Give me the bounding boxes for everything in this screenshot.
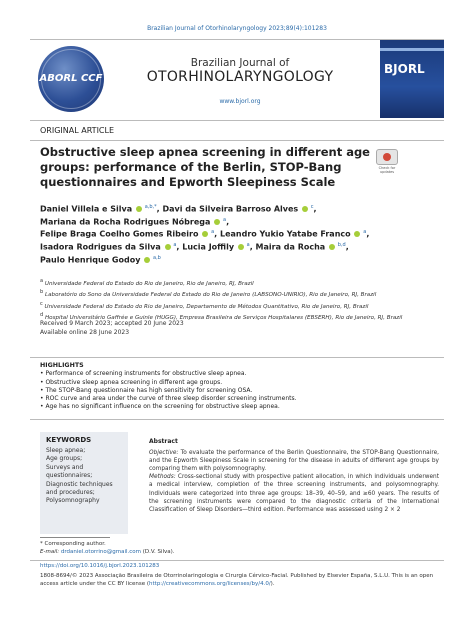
- journal-cover-image: [380, 40, 444, 118]
- keywords-list: [46, 447, 113, 506]
- orcid-icon[interactable]: [302, 206, 308, 212]
- author-affiliation-ref[interactable]: a: [173, 241, 177, 248]
- author-affiliation-ref[interactable]: a: [222, 216, 227, 223]
- affiliation-item: [40, 277, 450, 288]
- author-affiliation-ref[interactable]: c: [310, 204, 314, 210]
- journal-name-line2: OTORHINOLARYNGOLOGY: [146, 69, 334, 85]
- affiliation-text: Universidade Federal do Estado do Rio de Janeiro, Departamento de Métodos Quantitativo, Rio de Janeiro, RJ, Brazil: [44, 303, 369, 310]
- doi-link[interactable]: https://doi.org/10.1016/j.bjorl.2023.101283: [40, 563, 160, 569]
- orcid-icon[interactable]: [144, 257, 150, 263]
- society-logo: [38, 46, 104, 112]
- keyword-item: Polysomnography: [46, 497, 100, 505]
- orcid-icon[interactable]: [136, 206, 142, 212]
- abstract-section: [149, 438, 439, 514]
- highlight-text: Obstructive sleep apnea screening in different age groups.: [45, 378, 223, 386]
- author-affiliation-ref[interactable]: b,d: [337, 241, 346, 248]
- affiliation-marker: b: [40, 289, 44, 296]
- divider: [30, 357, 444, 358]
- journal-url-link[interactable]: www.bjorl.org: [219, 98, 261, 105]
- keyword-item: Diagnostic techniques: [46, 480, 113, 488]
- author-name[interactable]: Maira da Rocha: [255, 242, 326, 252]
- orcid-icon[interactable]: [165, 244, 171, 250]
- divider: [30, 419, 444, 420]
- author-name[interactable]: Daniel Villela e Silva: [40, 204, 133, 214]
- affiliation-marker: c: [40, 300, 43, 307]
- keyword-item: Age groups;: [46, 455, 83, 463]
- cover-band: [380, 48, 444, 51]
- highlight-text: Performance of screening instruments for obstructive sleep apnea.: [45, 370, 247, 378]
- highlights-list: [40, 370, 440, 411]
- author-name[interactable]: Lucia Joffily: [182, 242, 235, 252]
- highlights-header: HIGHLIGHTS: [40, 362, 84, 369]
- orcid-icon[interactable]: [202, 231, 208, 237]
- author-list: Daniel Villela e Silva $^{a,b,*}$, Davi da Silveira Barroso Alves $^c$, Mariana da Rocha Rodrigues Nóbrega $^a$, Felipe Braga Coelho Gomes Ribeiro $^a$, Leandro Yukio Yatabe Franco $^a$, Isadora Rodrigues da Silva $^a$, Lucia Joffily $^a$, Maira da Rocha $^{b,d}$, Paulo Henrique Godoy $^{a,b}$: [40, 204, 370, 265]
- author-affiliation-ref[interactable]: a: [211, 229, 215, 236]
- highlight-text: Age has no significant influence on the screening for obstructive sleep apnea.: [45, 403, 280, 411]
- keyword-item: Surveys and: [46, 463, 84, 471]
- corresponding-email-line: [40, 548, 175, 556]
- journal-citation[interactable]: Brazilian Journal of Otorhinolaryngology 2023;89(4):101283: [147, 25, 327, 32]
- license-statement: [40, 572, 440, 588]
- objective-label: Objective:: [149, 450, 179, 457]
- author-affiliation-ref[interactable]: a,b: [153, 254, 161, 261]
- author-affiliation-ref[interactable]: a: [363, 229, 367, 236]
- article-title: Obstructive sleep apnea screening in different age groups: performance of the Berlin, STOP-Bang questionnaires and Epworth Sleepiness Scale: [40, 145, 370, 189]
- divider: [30, 140, 444, 141]
- email-label: E-mail:: [40, 549, 60, 555]
- updates-icon: [376, 149, 398, 165]
- highlight-item: • Obstructive sleep apnea screening in different age groups.: [40, 378, 223, 386]
- highlight-text: The STOP-Bang questionnaire has high sensitivity for screening OSA.: [45, 386, 253, 394]
- highlight-text: ROC curve and area under the curve of three sleep disorder screening instruments.: [45, 395, 297, 403]
- divider: [30, 560, 444, 561]
- abstract-objective: [149, 449, 439, 473]
- affiliation-item: [40, 300, 450, 311]
- logo-text: ABORL CCF: [39, 73, 103, 84]
- footnote-divider: [40, 537, 110, 538]
- author-name[interactable]: Felipe Braga Coelho Gomes Ribeiro: [40, 229, 199, 239]
- received-date: Received 9 March 2023; accepted 20 June 2023: [40, 320, 184, 327]
- email-link[interactable]: drdaniel.otorrino@gmail.com: [60, 549, 142, 555]
- article-type: ORIGINAL ARTICLE: [40, 126, 115, 135]
- keywords-header: KEYWORDS: [46, 436, 92, 444]
- license-text: 1808-8694/© 2023 Associação Brasileira de Otorrinolaringologia e Cirurgia Cérvico-Facial. Published by Elsevier España, S.L.U. This is an open access article under the CC BY license (: [40, 573, 434, 587]
- email-suffix: (D.V. Silva).: [141, 549, 175, 555]
- author-affiliation-ref[interactable]: a: [246, 241, 250, 248]
- author-affiliation-ref[interactable]: a,b,*: [144, 204, 157, 210]
- highlights-section: [40, 362, 440, 412]
- affiliation-marker: d: [40, 312, 44, 319]
- highlight-item: • Age has no significant influence on the screening for obstructive sleep apnea.: [40, 403, 280, 411]
- author-name[interactable]: Davi da Silveira Barroso Alves: [162, 204, 299, 214]
- corresponding-author-note: [40, 540, 175, 556]
- updates-dot: [383, 153, 391, 161]
- license-end: ).: [270, 581, 275, 587]
- corresponding-label: * Corresponding author.: [40, 541, 106, 547]
- author-name[interactable]: Paulo Henrique Godoy: [40, 255, 141, 265]
- affiliation-text: Hospital Universitário Gaffrée e Guinle (HUGG), Empresa Brasileira de Serviços Hospitalares (EBSERH), Rio de Janeiro, RJ, Brazil: [44, 314, 403, 321]
- online-date: Available online 28 June 2023: [40, 328, 130, 336]
- orcid-icon[interactable]: [354, 231, 360, 237]
- updates-label: Check for updates: [378, 166, 396, 174]
- abstract-header: Abstract: [149, 438, 178, 445]
- license-link[interactable]: http://creativecommons.org/licenses/by/4.0/: [149, 581, 271, 587]
- highlight-item: • The STOP-Bang questionnaire has high sensitivity for screening OSA.: [40, 386, 253, 394]
- article-dates: [40, 320, 184, 337]
- author-name[interactable]: Leandro Yukio Yatabe Franco: [219, 229, 351, 239]
- affiliation-text: Universidade Federal do Estado do Rio de Janeiro, Rio de Janeiro, RJ, Brazil: [44, 280, 254, 287]
- journal-masthead: [30, 39, 444, 121]
- affiliation-item: [40, 288, 450, 299]
- keyword-item: and procedures;: [46, 489, 95, 497]
- check-for-updates-button[interactable]: [376, 149, 398, 174]
- author-name[interactable]: Isadora Rodrigues da Silva: [40, 242, 161, 252]
- keyword-item: questionnaires;: [46, 472, 93, 480]
- orcid-icon[interactable]: [214, 219, 220, 225]
- highlight-item: • ROC curve and area under the curve of three sleep disorder screening instruments.: [40, 395, 297, 403]
- abstract-methods: [149, 473, 439, 513]
- keyword-item: Sleep apnea;: [46, 447, 86, 454]
- orcid-icon[interactable]: [329, 244, 335, 250]
- highlight-item: • Performance of screening instruments for obstructive sleep apnea.: [40, 370, 247, 378]
- affiliation-list: [40, 277, 450, 322]
- affiliation-marker: a: [40, 278, 44, 284]
- orcid-icon[interactable]: [238, 244, 244, 250]
- author-name[interactable]: Mariana da Rocha Rodrigues Nóbrega: [40, 217, 211, 227]
- journal-name-line1: Brazilian Journal of: [190, 57, 290, 69]
- affiliation-text: Laboratório do Sono da Universidade Federal do Estado do Rio de Janeiro (LABSONO-UNIRIO), Rio de Janeiro, RJ, Brazil: [44, 292, 377, 299]
- methods-text: Cross-sectional study with prospective patient allocation, in which individuals underwent a medical interview, completion of the three screening instruments, and polysomnography. Individuals were categorized into three age groups: 18–39, 40–59, and ≥60 years. The results of the screening instruments were compared to the diagnostic criteria of the International Classification of Sleep Disorders—third edition. Performance was assessed using 2 × 2: [149, 474, 439, 513]
- cover-title: BJORL: [384, 62, 425, 76]
- objective-text: To evaluate the performance of the Berlin Questionnaire, the STOP-Bang Questionnaire, and the Epworth Sleepiness Scale in screening for the disease in adults of different age groups by comparing them with polysomnography.: [149, 450, 439, 473]
- methods-label: Methods:: [149, 474, 176, 481]
- keywords-box: [40, 432, 128, 534]
